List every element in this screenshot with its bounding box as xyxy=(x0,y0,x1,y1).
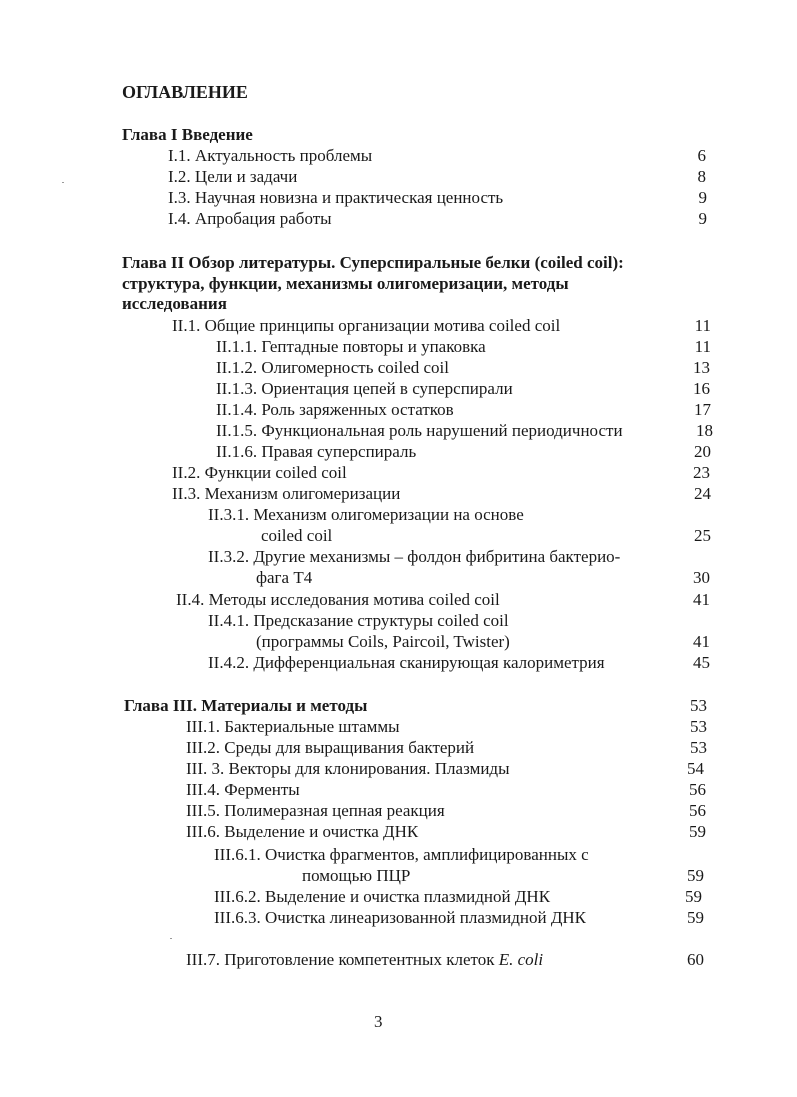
chapter-2-title-line: структура, функции, механизмы олигомеризации, методы xyxy=(122,274,569,293)
toc-entry-page: 20 xyxy=(694,442,711,461)
toc-entry-label: II.1.2. Олигомерность coiled coil xyxy=(216,358,449,377)
toc-entry-label xyxy=(186,950,543,970)
toc-entry-label: III. 3. Векторы для клонирования. Плазмиды xyxy=(186,759,510,778)
toc-entry-label-line: (программы Coils, Paircoil, Twister) xyxy=(256,632,510,651)
page-number: 3 xyxy=(374,1012,383,1031)
toc-entry-page: 11 xyxy=(694,337,711,356)
toc-entry-label-line: III.6.1. Очистка фрагментов, амплифицированных с xyxy=(214,845,589,864)
toc-entry-label: I.2. Цели и задачи xyxy=(168,167,298,186)
toc-entry-page: 9 xyxy=(698,209,707,228)
toc-entry-page: 13 xyxy=(693,358,710,377)
toc-entry-page: 59 xyxy=(689,822,706,841)
chapter-3-title: Глава III. Материалы и методы xyxy=(124,696,368,715)
toc-entry-label: I.4. Апробация работы xyxy=(168,209,332,228)
chapter-2-title-line: исследования xyxy=(122,294,227,313)
toc-entry-page: 6 xyxy=(697,146,706,165)
toc-entry-page: 25 xyxy=(694,526,711,545)
toc-entry-label: II.2. Функции coiled coil xyxy=(172,463,347,482)
toc-entry-label-line: coiled coil xyxy=(261,526,333,545)
toc-entry-label: II.1.3. Ориентация цепей в суперспирали xyxy=(216,379,513,398)
toc-entry-page: 59 xyxy=(687,866,704,885)
toc-entry-label-line: помощью ПЦР xyxy=(302,866,411,885)
toc-entry-label: II.1.6. Правая суперспираль xyxy=(216,442,417,461)
toc-entry-page: 54 xyxy=(687,759,704,778)
toc-entry-label: II.1.1. Гептадные повторы и упаковка xyxy=(216,337,486,356)
toc-entry-page: 11 xyxy=(694,316,711,335)
toc-entry-page: 59 xyxy=(685,887,702,906)
toc-entry-label: III.1. Бактериальные штаммы xyxy=(186,717,400,736)
toc-entry-label: III.2. Среды для выращивания бактерий xyxy=(186,738,475,757)
toc-entry-label-text: III.7. Приготовление компетентных клеток xyxy=(186,950,499,969)
toc-entry-page: 53 xyxy=(690,738,707,757)
toc-entry-label: II.1. Общие принципы организации мотива coiled coil xyxy=(172,316,561,335)
toc-entry-page: 53 xyxy=(690,717,707,736)
toc-entry-page: 18 xyxy=(696,421,713,440)
toc-entry-label: II.1.5. Функциональная роль нарушений периодичности xyxy=(216,421,623,440)
chapter-1-title: Глава I Введение xyxy=(122,125,253,144)
toc-entry-page: 56 xyxy=(689,780,706,799)
scan-speck xyxy=(170,938,172,939)
toc-entry-page: 60 xyxy=(687,950,704,969)
toc-heading: ОГЛАВЛЕНИЕ xyxy=(122,82,248,102)
toc-entry-label-line: II.3.2. Другие механизмы – фолдон фибритина бактерио- xyxy=(208,547,621,566)
toc-entry-label: III.5. Полимеразная цепная реакция xyxy=(186,801,445,820)
toc-entry-label-line: II.3.1. Механизм олигомеризации на основе xyxy=(208,505,524,524)
toc-entry-label: III.4. Ферменты xyxy=(186,780,300,799)
toc-entry-label-italic: E. coli xyxy=(498,950,544,969)
toc-entry-page: 17 xyxy=(694,400,711,419)
toc-entry-label: I.1. Актуальность проблемы xyxy=(168,146,373,165)
toc-entry-label: II.3. Механизм олигомеризации xyxy=(172,484,401,503)
toc-entry-label-line: фага Т4 xyxy=(256,568,313,587)
toc-entry-label: III.6. Выделение и очистка ДНК xyxy=(186,822,419,841)
chapter-3-page: 53 xyxy=(690,696,707,715)
toc-entry-label-line: II.4.1. Предсказание структуры coiled coil xyxy=(208,611,509,630)
toc-entry-label: I.3. Научная новизна и практическая ценность xyxy=(168,188,504,207)
toc-entry-page: 41 xyxy=(693,632,710,651)
chapter-2-title-line: Глава II Обзор литературы. Суперспиральные белки (coiled coil): xyxy=(122,253,624,272)
toc-entry-page: 8 xyxy=(697,167,706,186)
toc-entry-label: III.6.2. Выделение и очистка плазмидной ДНК xyxy=(214,887,551,906)
toc-entry-page: 56 xyxy=(689,801,706,820)
toc-entry-page: 24 xyxy=(694,484,711,503)
scan-speck xyxy=(62,182,64,183)
toc-entry-page: 30 xyxy=(693,568,710,587)
toc-entry-label: II.4.2. Дифференциальная сканирующая калориметрия xyxy=(208,653,605,672)
toc-entry-label: II.4. Методы исследования мотива coiled coil xyxy=(176,590,500,609)
toc-entry-label: III.6.3. Очистка линеаризованной плазмидной ДНК xyxy=(214,908,587,927)
toc-entry-page: 41 xyxy=(693,590,710,609)
toc-entry-page: 16 xyxy=(693,379,710,398)
toc-entry-page: 23 xyxy=(693,463,710,482)
toc-entry-page: 9 xyxy=(698,188,707,207)
toc-entry-label: II.1.4. Роль заряженных остатков xyxy=(216,400,454,419)
toc-entry-page: 59 xyxy=(687,908,704,927)
toc-entry-page: 45 xyxy=(693,653,710,672)
